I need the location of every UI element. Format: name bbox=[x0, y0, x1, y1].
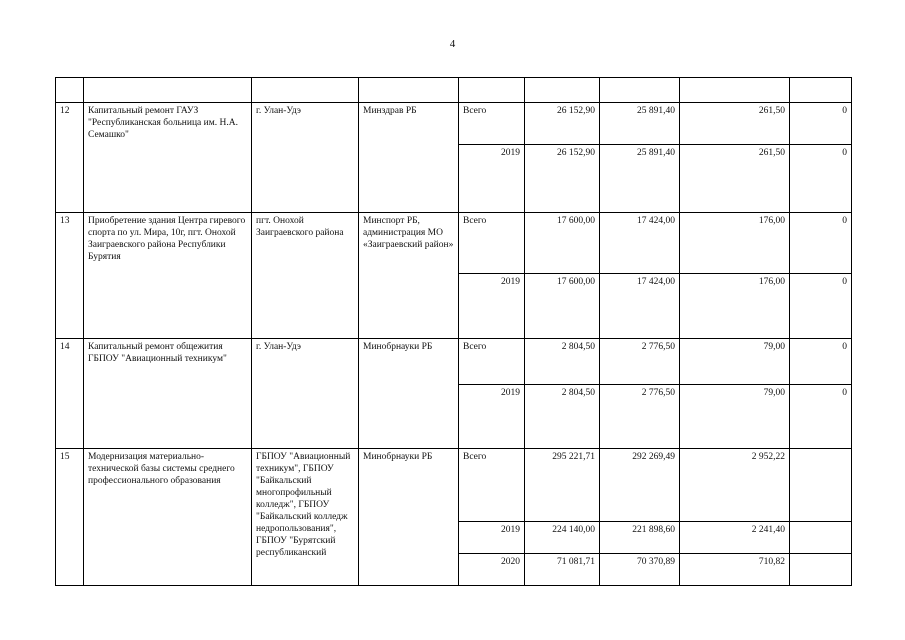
table-row bbox=[56, 339, 852, 385]
table-row bbox=[56, 449, 852, 522]
table-row bbox=[56, 213, 852, 274]
total-value: 26 152,90 bbox=[525, 145, 600, 213]
federal-value: 25 891,40 bbox=[600, 103, 680, 145]
regional-value: 261,50 bbox=[680, 103, 790, 145]
row-number: 13 bbox=[56, 213, 84, 339]
customer: Минобрнауки РБ bbox=[359, 339, 459, 449]
other-value: 0 bbox=[790, 145, 852, 213]
other-value: 0 bbox=[790, 339, 852, 385]
object-location: г. Улан-Удэ bbox=[252, 103, 359, 213]
period: Всего bbox=[459, 339, 525, 385]
regional-value: 261,50 bbox=[680, 145, 790, 213]
header-cell bbox=[359, 78, 459, 103]
period: 2019 bbox=[459, 522, 525, 554]
period: 2020 bbox=[459, 554, 525, 586]
customer: Минздрав РБ bbox=[359, 103, 459, 213]
period: 2019 bbox=[459, 385, 525, 449]
regional-value: 2 952,22 bbox=[680, 449, 790, 522]
other-value: 0 bbox=[790, 103, 852, 145]
total-value: 71 081,71 bbox=[525, 554, 600, 586]
regional-value: 79,00 bbox=[680, 339, 790, 385]
customer: Минспорт РБ, администрация МО «Заиграевский район» bbox=[359, 213, 459, 339]
other-value bbox=[790, 522, 852, 554]
total-value: 295 221,71 bbox=[525, 449, 600, 522]
regional-value: 79,00 bbox=[680, 385, 790, 449]
regional-value: 2 241,40 bbox=[680, 522, 790, 554]
total-value: 224 140,00 bbox=[525, 522, 600, 554]
object-name: Капитальный ремонт общежития ГБПОУ "Авиационный техникум" bbox=[84, 339, 252, 449]
regional-value: 176,00 bbox=[680, 274, 790, 339]
period: Всего bbox=[459, 449, 525, 522]
object-name: Капитальный ремонт ГАУЗ "Республиканская больница им. Н.А. Семашко" bbox=[84, 103, 252, 213]
federal-value: 25 891,40 bbox=[600, 145, 680, 213]
object-location: ГБПОУ "Авиационный техникум", ГБПОУ "Байкальский многопрофильный колледж", ГБПОУ "Байкальский колледж недропользования", ГБПОУ "Бурятский республиканский bbox=[252, 449, 359, 586]
federal-value: 221 898,60 bbox=[600, 522, 680, 554]
row-number: 15 bbox=[56, 449, 84, 586]
federal-value: 2 776,50 bbox=[600, 385, 680, 449]
object-location: пгт. Онохой Заиграевского района bbox=[252, 213, 359, 339]
object-location: г. Улан-Удэ bbox=[252, 339, 359, 449]
header-cell bbox=[459, 78, 525, 103]
total-value: 26 152,90 bbox=[525, 103, 600, 145]
total-value: 2 804,50 bbox=[525, 385, 600, 449]
other-value: 0 bbox=[790, 213, 852, 274]
federal-value: 2 776,50 bbox=[600, 339, 680, 385]
other-value: 0 bbox=[790, 385, 852, 449]
federal-value: 292 269,49 bbox=[600, 449, 680, 522]
header-cell bbox=[525, 78, 600, 103]
period: Всего bbox=[459, 213, 525, 274]
table-row bbox=[56, 103, 852, 145]
period: Всего bbox=[459, 103, 525, 145]
federal-value: 70 370,89 bbox=[600, 554, 680, 586]
header-cell bbox=[56, 78, 84, 103]
period: 2019 bbox=[459, 145, 525, 213]
header-cell bbox=[680, 78, 790, 103]
header-cell bbox=[84, 78, 252, 103]
other-value bbox=[790, 449, 852, 522]
header-cell bbox=[252, 78, 359, 103]
header-cell bbox=[790, 78, 852, 103]
regional-value: 710,82 bbox=[680, 554, 790, 586]
other-value bbox=[790, 554, 852, 586]
budget-table bbox=[55, 77, 852, 586]
total-value: 17 600,00 bbox=[525, 274, 600, 339]
header-cell bbox=[600, 78, 680, 103]
object-name: Модернизация материально-технической базы системы среднего профессионального образования bbox=[84, 449, 252, 586]
total-value: 2 804,50 bbox=[525, 339, 600, 385]
row-number: 12 bbox=[56, 103, 84, 213]
federal-value: 17 424,00 bbox=[600, 274, 680, 339]
regional-value: 176,00 bbox=[680, 213, 790, 274]
other-value: 0 bbox=[790, 274, 852, 339]
page-number: 4 bbox=[449, 38, 456, 50]
federal-value: 17 424,00 bbox=[600, 213, 680, 274]
object-name: Приобретение здания Центра гиревого спорта по ул. Мира, 10г, пгт. Онохой Заиграевского района Республики Бурятия bbox=[84, 213, 252, 339]
period: 2019 bbox=[459, 274, 525, 339]
header-row bbox=[56, 78, 852, 103]
customer: Минобрнауки РБ bbox=[359, 449, 459, 586]
row-number: 14 bbox=[56, 339, 84, 449]
total-value: 17 600,00 bbox=[525, 213, 600, 274]
